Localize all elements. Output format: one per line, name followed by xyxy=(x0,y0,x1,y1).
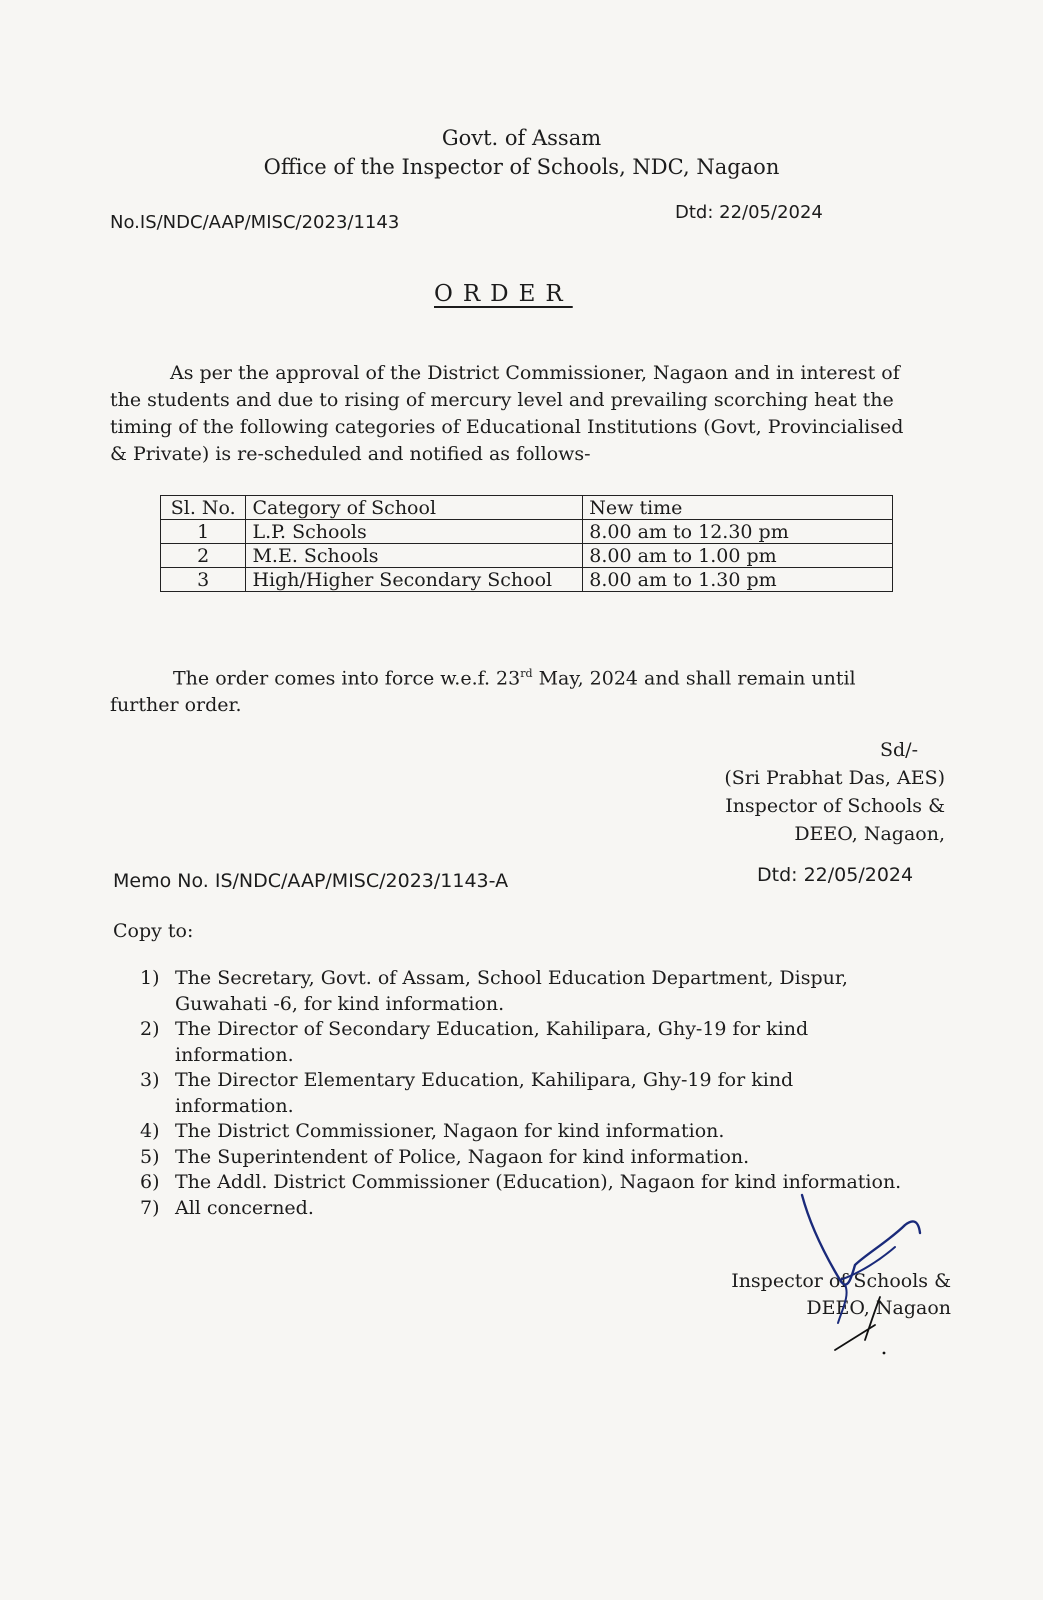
item-line: information. xyxy=(175,1094,294,1117)
effect-sup: rd xyxy=(520,667,533,680)
item-number: 1) xyxy=(140,967,160,989)
table-row xyxy=(161,568,893,592)
effect-prefix: The order comes into force w.e.f. 23 xyxy=(173,667,521,690)
row-time: 8.00 am to 1.00 pm xyxy=(583,544,893,568)
intro-line: & Private) is re-scheduled and notified as follows- xyxy=(110,443,591,465)
item-text: The Superintendent of Police, Nagaon for kind information. xyxy=(175,1145,750,1168)
item-line: The Secretary, Govt. of Assam, School Education Department, Dispur, xyxy=(175,967,848,989)
row-category: High/Higher Secondary School xyxy=(246,568,583,592)
handwritten-signature xyxy=(780,1185,940,1355)
signatory-block xyxy=(724,736,945,848)
item-text: The Addl. District Commissioner (Education), Nagaon for kind information. xyxy=(175,1171,902,1193)
copy-to-label: Copy to: xyxy=(113,920,194,942)
item-number: 7) xyxy=(140,1196,160,1219)
intro-line: the students and due to rising of mercury level and prevailing scorching heat the xyxy=(110,389,894,411)
signature-stroke xyxy=(835,1297,880,1350)
copy-to-list xyxy=(140,966,950,1221)
item-number: 6) xyxy=(140,1171,160,1193)
signatory-title: DEEO, Nagaon, xyxy=(794,823,945,845)
item-line: Guwahati -6, for kind information. xyxy=(175,992,505,1015)
effect-suffix: May, 2024 and shall remain until xyxy=(532,667,856,690)
item-text xyxy=(175,966,950,1017)
item-text xyxy=(175,1017,950,1068)
effect-line xyxy=(110,660,940,692)
intro-line: As per the approval of the District Commissioner, Nagaon and in interest of xyxy=(170,362,900,384)
item-line: information. xyxy=(175,1043,294,1066)
signatory-name: (Sri Prabhat Das, AES) xyxy=(724,767,945,789)
list-item xyxy=(140,1119,950,1145)
reference-number: No.IS/NDC/AAP/MISC/2023/1143 xyxy=(110,212,400,233)
header-sl-no: Sl. No. xyxy=(161,496,246,520)
header-category: Category of School xyxy=(246,496,583,520)
header-new-time: New time xyxy=(583,496,893,520)
order-title: ORDER xyxy=(434,281,573,307)
list-item xyxy=(140,1068,950,1119)
signature-dot xyxy=(883,1352,886,1355)
effect-line-2: further order. xyxy=(110,694,242,717)
item-text: The District Commissioner, Nagaon for kind information. xyxy=(175,1120,725,1142)
schedule-table xyxy=(160,495,893,592)
item-number: 4) xyxy=(140,1120,160,1142)
table-row xyxy=(161,544,893,568)
row-time: 8.00 am to 1.30 pm xyxy=(583,568,893,592)
item-number: 5) xyxy=(140,1145,160,1168)
closing-title: Inspector of Schools & xyxy=(731,1270,951,1292)
header-office: Office of the Inspector of Schools, NDC, Nagaon xyxy=(263,155,780,179)
item-line: The Director Elementary Education, Kahilipara, Ghy-19 for kind xyxy=(175,1069,794,1091)
list-item xyxy=(140,966,950,1017)
row-category: L.P. Schools xyxy=(246,520,583,544)
sd-mark: Sd/- xyxy=(880,739,918,761)
row-sl-no: 3 xyxy=(161,568,246,592)
table-row xyxy=(161,520,893,544)
row-sl-no: 2 xyxy=(161,544,246,568)
row-category: M.E. Schools xyxy=(246,544,583,568)
item-number: 3) xyxy=(140,1069,160,1091)
row-sl-no: 1 xyxy=(161,520,246,544)
item-text xyxy=(175,1068,950,1119)
header-govt: Govt. of Assam xyxy=(441,126,602,150)
row-time: 8.00 am to 12.30 pm xyxy=(583,520,893,544)
item-text: All concerned. xyxy=(175,1196,314,1219)
effect-paragraph xyxy=(110,660,940,719)
reference-date: Dtd: 22/05/2024 xyxy=(675,202,823,223)
item-line: The Director of Secondary Education, Kahilipara, Ghy-19 for kind xyxy=(175,1018,809,1040)
list-item xyxy=(140,1017,950,1068)
table-header-row xyxy=(161,496,893,520)
intro-paragraph xyxy=(110,360,938,468)
item-number: 2) xyxy=(140,1018,160,1040)
memo-date: Dtd: 22/05/2024 xyxy=(757,864,914,886)
intro-line: timing of the following categories of Educational Institutions (Govt, Provincialised xyxy=(110,416,904,438)
closing-title: DEEO, Nagaon xyxy=(806,1297,951,1319)
memo-number: Memo No. IS/NDC/AAP/MISC/2023/1143-A xyxy=(113,870,509,892)
signatory-title: Inspector of Schools & xyxy=(725,795,945,817)
list-item xyxy=(140,1145,950,1171)
